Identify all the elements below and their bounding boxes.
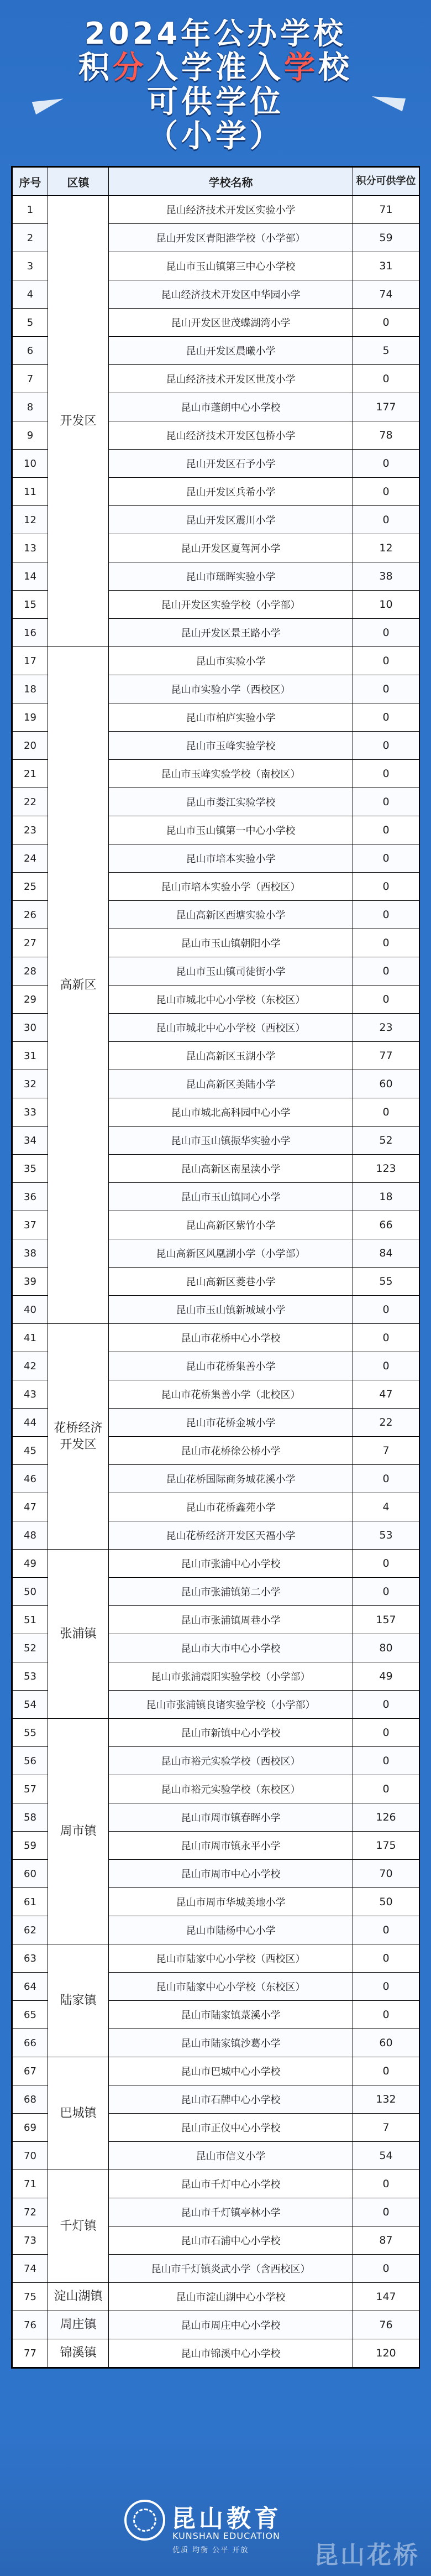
row-school-name: 昆山市张浦中心小学校 (109, 1550, 353, 1578)
row-seq: 74 (13, 2255, 48, 2283)
row-seq: 10 (13, 450, 48, 478)
row-seq: 52 (13, 1634, 48, 1662)
row-capacity: 0 (353, 1973, 419, 2001)
row-seq: 18 (13, 675, 48, 703)
row-capacity: 4 (353, 1493, 419, 1521)
row-seq: 60 (13, 1860, 48, 1888)
row-seq: 23 (13, 816, 48, 844)
title-char: 入学准入 (147, 50, 284, 86)
row-school-name: 昆山市石浦中心小学校 (109, 2226, 353, 2255)
row-capacity: 38 (353, 562, 419, 591)
row-seq: 43 (13, 1380, 48, 1409)
logo-text: 昆山教育 (171, 2505, 282, 2533)
row-capacity: 0 (353, 506, 419, 534)
row-school-name: 昆山市巴城中心小学校 (109, 2057, 353, 2085)
row-capacity: 71 (353, 196, 419, 224)
row-school-name: 昆山市蓬朗中心小学校 (109, 393, 353, 421)
row-school-name: 昆山市娄江实验学校 (109, 788, 353, 816)
row-school-name: 昆山开发区景王路小学 (109, 619, 353, 647)
table-header-row (13, 168, 419, 196)
row-school-name: 昆山市培本实验小学 (109, 844, 353, 873)
row-capacity: 76 (353, 2311, 419, 2339)
table-row (13, 2283, 419, 2311)
row-seq: 22 (13, 788, 48, 816)
row-school-name: 昆山经济技术开发区包桥小学 (109, 421, 353, 450)
row-seq: 17 (13, 647, 48, 675)
row-capacity: 0 (353, 1775, 419, 1803)
row-seq: 35 (13, 1155, 48, 1183)
row-seq: 48 (13, 1521, 48, 1550)
row-capacity: 0 (353, 732, 419, 760)
row-seq: 33 (13, 1098, 48, 1127)
row-capacity: 0 (353, 1465, 419, 1493)
row-capacity: 0 (353, 844, 419, 873)
row-seq: 12 (13, 506, 48, 534)
row-school-name: 昆山开发区世茂蝶湖湾小学 (109, 309, 353, 337)
title-char: 积 (78, 50, 113, 86)
row-seq: 73 (13, 2226, 48, 2255)
logo-english-text: KUNSHAN EDUCATION (172, 2531, 280, 2541)
row-school-name: 昆山经济技术开发区世茂小学 (109, 365, 353, 393)
row-capacity: 74 (353, 280, 419, 309)
row-school-name: 昆山市玉峰实验学校 (109, 732, 353, 760)
row-school-name: 昆山市陆家中心小学校（东校区） (109, 1973, 353, 2001)
row-seq: 15 (13, 591, 48, 619)
table-row (13, 2339, 419, 2368)
row-school-name: 昆山市玉山镇司徒街小学 (109, 957, 353, 985)
row-capacity: 123 (353, 1155, 419, 1183)
row-seq: 67 (13, 2057, 48, 2085)
row-seq: 56 (13, 1747, 48, 1775)
row-capacity: 23 (353, 1014, 419, 1042)
row-school-name: 昆山市周市镇永平小学 (109, 1832, 353, 1860)
table-row (13, 2170, 419, 2198)
row-capacity: 66 (353, 1211, 419, 1239)
row-capacity: 87 (353, 2226, 419, 2255)
row-capacity: 0 (353, 365, 419, 393)
row-school-name: 昆山市花桥鑫苑小学 (109, 1493, 353, 1521)
row-capacity: 0 (353, 1324, 419, 1352)
row-capacity: 120 (353, 2339, 419, 2368)
row-school-name: 昆山市周市华城美地小学 (109, 1888, 353, 1916)
row-school-name: 昆山市陆家镇菉溪小学 (109, 2001, 353, 2029)
row-capacity: 0 (353, 1550, 419, 1578)
row-school-name: 昆山开发区夏驾河小学 (109, 534, 353, 562)
row-district: 周庄镇 (48, 2311, 109, 2339)
row-capacity: 0 (353, 816, 419, 844)
row-capacity: 175 (353, 1832, 419, 1860)
row-capacity: 0 (353, 929, 419, 957)
row-seq: 63 (13, 1944, 48, 1973)
row-capacity: 0 (353, 309, 419, 337)
row-district: 陆家镇 (48, 1944, 109, 2057)
row-school-name: 昆山开发区实验学校（小学部） (109, 591, 353, 619)
row-school-name: 昆山开发区晨曦小学 (109, 337, 353, 365)
row-school-name: 昆山市玉山镇朝阳小学 (109, 929, 353, 957)
row-capacity: 47 (353, 1380, 419, 1409)
row-capacity: 0 (353, 647, 419, 675)
row-school-name: 昆山市大市中心小学校 (109, 1634, 353, 1662)
title-line-3: 可供学位 (147, 84, 284, 120)
row-capacity: 78 (353, 421, 419, 450)
table-row (13, 647, 419, 675)
row-capacity: 50 (353, 1888, 419, 1916)
row-capacity: 55 (353, 1268, 419, 1296)
row-school-name: 昆山市实验小学（西校区） (109, 675, 353, 703)
row-seq: 1 (13, 196, 48, 224)
row-school-name: 昆山市千灯中心小学校 (109, 2170, 353, 2198)
row-school-name: 昆山市裕元实验学校（西校区） (109, 1747, 353, 1775)
title-char-accent: 分 (113, 50, 147, 86)
row-seq: 31 (13, 1042, 48, 1070)
row-seq: 45 (13, 1437, 48, 1465)
row-school-name: 昆山市锦溪中心小学校 (109, 2339, 353, 2368)
row-capacity: 147 (353, 2283, 419, 2311)
row-school-name: 昆山高新区玉湖小学 (109, 1042, 353, 1070)
row-seq: 6 (13, 337, 48, 365)
row-school-name: 昆山高新区风凰湖小学（小学部） (109, 1239, 353, 1268)
row-seq: 42 (13, 1352, 48, 1380)
row-capacity: 59 (353, 224, 419, 252)
row-district: 周市镇 (48, 1719, 109, 1944)
row-seq: 59 (13, 1832, 48, 1860)
row-seq: 36 (13, 1183, 48, 1211)
row-capacity: 52 (353, 1127, 419, 1155)
header-capacity: 积分可供学位 (353, 168, 419, 196)
row-seq: 28 (13, 957, 48, 985)
row-seq: 19 (13, 703, 48, 732)
row-seq: 39 (13, 1268, 48, 1296)
table-row (13, 2311, 419, 2339)
row-capacity: 0 (353, 2057, 419, 2085)
row-capacity: 60 (353, 1070, 419, 1098)
row-seq: 66 (13, 2029, 48, 2057)
row-school-name: 昆山市周庄中心小学校 (109, 2311, 353, 2339)
row-capacity: 54 (353, 2142, 419, 2170)
row-seq: 77 (13, 2339, 48, 2368)
row-school-name: 昆山市培本实验小学（西校区） (109, 873, 353, 901)
row-seq: 49 (13, 1550, 48, 1578)
footer (0, 2478, 431, 2576)
row-capacity: 0 (353, 1296, 419, 1324)
row-seq: 30 (13, 1014, 48, 1042)
row-school-name: 昆山市瑶晖实验小学 (109, 562, 353, 591)
row-capacity: 0 (353, 760, 419, 788)
row-seq: 44 (13, 1409, 48, 1437)
row-school-name: 昆山市玉山镇第三中心小学校 (109, 252, 353, 280)
row-seq: 69 (13, 2114, 48, 2142)
row-school-name: 昆山市花桥徐公桥小学 (109, 1437, 353, 1465)
school-capacity-table (11, 166, 420, 2369)
title-line-2 (0, 51, 431, 85)
row-school-name: 昆山高新区紫竹小学 (109, 1211, 353, 1239)
row-capacity: 0 (353, 1691, 419, 1719)
row-capacity: 0 (353, 675, 419, 703)
title-line-1: 2024年公办学校 (84, 16, 347, 51)
row-capacity: 177 (353, 393, 419, 421)
row-school-name: 昆山市周市镇春晖小学 (109, 1803, 353, 1832)
row-seq: 2 (13, 224, 48, 252)
row-capacity: 0 (353, 901, 419, 929)
row-school-name: 昆山市裕元实验学校（东校区） (109, 1775, 353, 1803)
row-school-name: 昆山市石牌中心小学校 (109, 2085, 353, 2114)
row-capacity: 80 (353, 1634, 419, 1662)
row-capacity: 157 (353, 1606, 419, 1634)
row-school-name: 昆山市实验小学 (109, 647, 353, 675)
row-district: 开发区 (48, 196, 109, 647)
row-school-name: 昆山市花桥集善小学 (109, 1352, 353, 1380)
row-school-name: 昆山开发区青阳港学校（小学部） (109, 224, 353, 252)
row-seq: 68 (13, 2085, 48, 2114)
row-school-name: 昆山市玉山镇同心小学 (109, 1183, 353, 1211)
header-district: 区镇 (48, 168, 109, 196)
row-capacity: 0 (353, 478, 419, 506)
row-school-name: 昆山开发区石予小学 (109, 450, 353, 478)
row-district: 千灯镇 (48, 2170, 109, 2283)
row-seq: 41 (13, 1324, 48, 1352)
row-capacity: 18 (353, 1183, 419, 1211)
title-char-accent: 学 (284, 50, 318, 86)
row-school-name: 昆山经济技术开发区实验小学 (109, 196, 353, 224)
row-capacity: 53 (353, 1521, 419, 1550)
table-row (13, 1719, 419, 1747)
header (0, 0, 431, 166)
row-school-name: 昆山市淀山湖中心小学校 (109, 2283, 353, 2311)
row-school-name: 昆山花桥国际商务城花溪小学 (109, 1465, 353, 1493)
row-seq: 32 (13, 1070, 48, 1098)
row-capacity: 70 (353, 1860, 419, 1888)
row-capacity: 84 (353, 1239, 419, 1268)
title-char: 校 (318, 50, 353, 86)
row-seq: 38 (13, 1239, 48, 1268)
row-school-name: 昆山市千灯镇亭林小学 (109, 2198, 353, 2226)
row-seq: 13 (13, 534, 48, 562)
row-capacity: 126 (353, 1803, 419, 1832)
row-seq: 64 (13, 1973, 48, 2001)
table-row (13, 1550, 419, 1578)
logo-slogan: 优质 均衡 公平 开放 (172, 2546, 249, 2554)
table-body (13, 196, 419, 2368)
row-capacity: 22 (353, 1409, 419, 1437)
row-capacity: 0 (353, 1578, 419, 1606)
row-seq: 7 (13, 365, 48, 393)
row-seq: 72 (13, 2198, 48, 2226)
row-capacity: 10 (353, 591, 419, 619)
row-seq: 26 (13, 901, 48, 929)
row-school-name: 昆山高新区西塘实验小学 (109, 901, 353, 929)
row-capacity: 0 (353, 788, 419, 816)
row-capacity: 77 (353, 1042, 419, 1070)
table-row (13, 1944, 419, 1973)
row-school-name: 昆山市陆家中心小学校（西校区） (109, 1944, 353, 1973)
header-school: 学校名称 (109, 168, 353, 196)
row-capacity: 0 (353, 2198, 419, 2226)
watermark: 昆山花桥 (314, 2541, 420, 2569)
row-seq: 40 (13, 1296, 48, 1324)
row-school-name: 昆山市张浦镇周巷小学 (109, 1606, 353, 1634)
row-seq: 55 (13, 1719, 48, 1747)
row-district: 巴城镇 (48, 2057, 109, 2170)
row-district: 花桥经济开发区 (48, 1324, 109, 1550)
row-capacity: 31 (353, 252, 419, 280)
row-school-name: 昆山经济技术开发区中华园小学 (109, 280, 353, 309)
row-seq: 65 (13, 2001, 48, 2029)
row-seq: 9 (13, 421, 48, 450)
row-capacity: 49 (353, 1662, 419, 1691)
row-seq: 75 (13, 2283, 48, 2311)
row-seq: 70 (13, 2142, 48, 2170)
row-capacity: 0 (353, 450, 419, 478)
row-school-name: 昆山市花桥金城小学 (109, 1409, 353, 1437)
row-capacity: 0 (353, 985, 419, 1014)
row-seq: 46 (13, 1465, 48, 1493)
row-seq: 24 (13, 844, 48, 873)
row-school-name: 昆山市信义小学 (109, 2142, 353, 2170)
row-capacity: 0 (353, 2001, 419, 2029)
row-seq: 8 (13, 393, 48, 421)
row-capacity: 7 (353, 2114, 419, 2142)
row-seq: 51 (13, 1606, 48, 1634)
row-school-name: 昆山市玉山镇第一中心小学校 (109, 816, 353, 844)
row-capacity: 0 (353, 2170, 419, 2198)
row-school-name: 昆山市周市中心小学校 (109, 1860, 353, 1888)
row-seq: 25 (13, 873, 48, 901)
title-line-4: （小学） (147, 118, 284, 154)
row-seq: 37 (13, 1211, 48, 1239)
row-school-name: 昆山市花桥中心小学校 (109, 1324, 353, 1352)
row-school-name: 昆山市正仪中心小学校 (109, 2114, 353, 2142)
row-seq: 21 (13, 760, 48, 788)
row-seq: 61 (13, 1888, 48, 1916)
row-seq: 3 (13, 252, 48, 280)
table-row (13, 1324, 419, 1352)
row-capacity: 0 (353, 1916, 419, 1944)
kunshan-education-logo-icon (124, 2500, 165, 2541)
row-district: 淀山湖镇 (48, 2283, 109, 2311)
row-capacity: 5 (353, 337, 419, 365)
row-school-name: 昆山市新镇中心小学校 (109, 1719, 353, 1747)
row-school-name: 昆山市陆杨中心小学 (109, 1916, 353, 1944)
row-school-name: 昆山市千灯镇炎武小学（含西校区） (109, 2255, 353, 2283)
row-capacity: 12 (353, 534, 419, 562)
row-capacity: 0 (353, 873, 419, 901)
row-capacity: 0 (353, 1747, 419, 1775)
row-capacity: 0 (353, 1098, 419, 1127)
row-seq: 71 (13, 2170, 48, 2198)
row-capacity: 7 (353, 1437, 419, 1465)
header-seq: 序号 (13, 168, 48, 196)
row-seq: 47 (13, 1493, 48, 1521)
row-school-name: 昆山市张浦震阳实验学校（小学部） (109, 1662, 353, 1691)
row-seq: 58 (13, 1803, 48, 1832)
row-capacity: 0 (353, 1719, 419, 1747)
row-seq: 76 (13, 2311, 48, 2339)
row-district: 高新区 (48, 647, 109, 1324)
row-school-name: 昆山高新区南星渎小学 (109, 1155, 353, 1183)
row-seq: 16 (13, 619, 48, 647)
row-seq: 27 (13, 929, 48, 957)
row-seq: 34 (13, 1127, 48, 1155)
row-school-name: 昆山市陆家镇沙葛小学 (109, 2029, 353, 2057)
row-seq: 57 (13, 1775, 48, 1803)
row-capacity: 60 (353, 2029, 419, 2057)
table-row (13, 2057, 419, 2085)
row-seq: 20 (13, 732, 48, 760)
row-school-name: 昆山市玉峰实验学校（南校区） (109, 760, 353, 788)
row-district: 锦溪镇 (48, 2339, 109, 2368)
row-seq: 54 (13, 1691, 48, 1719)
row-school-name: 昆山市城北中心小学校（西校区） (109, 1014, 353, 1042)
row-capacity: 0 (353, 1352, 419, 1380)
table-row (13, 196, 419, 224)
row-seq: 50 (13, 1578, 48, 1606)
row-school-name: 昆山市张浦镇良诸实验学校（小学部） (109, 1691, 353, 1719)
row-seq: 11 (13, 478, 48, 506)
row-school-name: 昆山市张浦镇第二小学 (109, 1578, 353, 1606)
row-district: 张浦镇 (48, 1550, 109, 1719)
row-school-name: 昆山市城北高科园中心小学 (109, 1098, 353, 1127)
row-capacity: 0 (353, 2255, 419, 2283)
row-school-name: 昆山市玉山镇新城域小学 (109, 1296, 353, 1324)
row-school-name: 昆山高新区菱巷小学 (109, 1268, 353, 1296)
row-seq: 53 (13, 1662, 48, 1691)
row-school-name: 昆山市花桥集善小学（北校区） (109, 1380, 353, 1409)
row-capacity: 0 (353, 957, 419, 985)
row-school-name: 昆山花桥经济开发区天福小学 (109, 1521, 353, 1550)
row-capacity: 132 (353, 2085, 419, 2114)
row-seq: 62 (13, 1916, 48, 1944)
row-seq: 29 (13, 985, 48, 1014)
row-school-name: 昆山开发区震川小学 (109, 506, 353, 534)
row-school-name: 昆山市玉山镇振华实验小学 (109, 1127, 353, 1155)
row-school-name: 昆山高新区美陆小学 (109, 1070, 353, 1098)
row-seq: 5 (13, 309, 48, 337)
row-seq: 14 (13, 562, 48, 591)
row-school-name: 昆山市城北中心小学校（东校区） (109, 985, 353, 1014)
row-capacity: 0 (353, 1944, 419, 1973)
row-capacity: 0 (353, 619, 419, 647)
row-capacity: 0 (353, 703, 419, 732)
row-school-name: 昆山开发区兵希小学 (109, 478, 353, 506)
row-school-name: 昆山市柏庐实验小学 (109, 703, 353, 732)
row-seq: 4 (13, 280, 48, 309)
